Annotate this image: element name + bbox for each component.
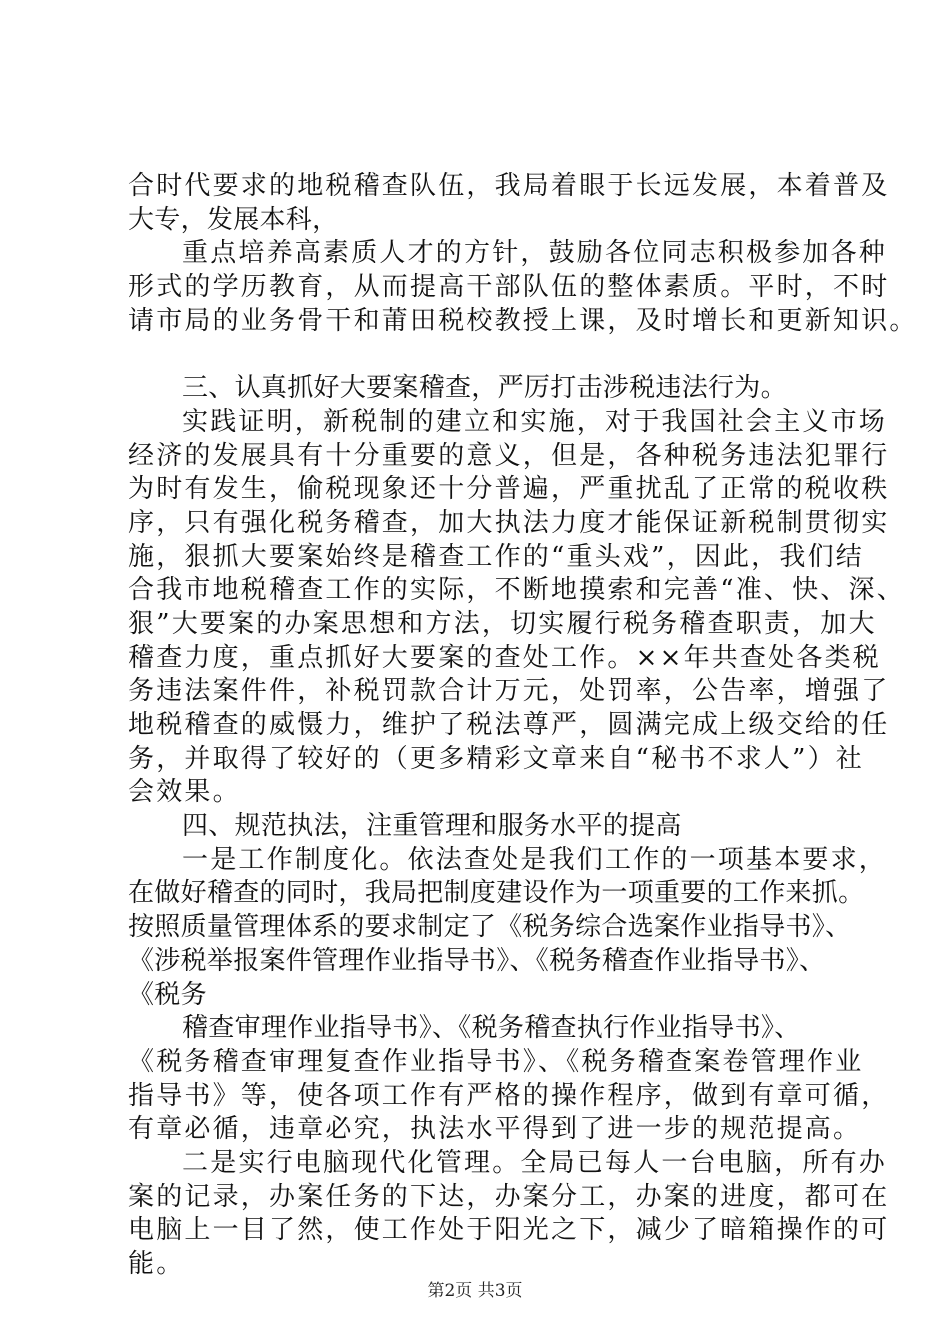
text-line: 按照质量管理体系的要求制定了《税务综合选案作业指导书》、 bbox=[128, 912, 852, 943]
text-line: 在做好稽查的同时，我局把制度建设作为一项重要的工作来抓。 bbox=[128, 878, 865, 909]
text-line: 务，并取得了较好的（更多精彩文章来自“秘书不求人”）社 bbox=[128, 743, 864, 774]
text-line: 案的记录，办案任务的下达，办案分工，办案的进度，都可在 bbox=[128, 1181, 890, 1212]
blank-line bbox=[128, 338, 840, 372]
text-line: 有章必循，违章必究，执法水平得到了进一步的规范提高。 bbox=[128, 1114, 862, 1145]
text-line: 一是工作制度化。依法查处是我们工作的一项基本要求， bbox=[182, 844, 888, 875]
text-line: 合我市地税稽查工作的实际，不断地摸索和完善“准、快、深、 bbox=[128, 575, 905, 606]
text-line: 实践证明，新税制的建立和实施，对于我国社会主义市场 bbox=[182, 406, 888, 437]
text-line: 《税务稽查审理复查作业指导书》、《税务稽查案卷管理作业 bbox=[128, 1046, 864, 1077]
text-line: 会效果。 bbox=[128, 777, 241, 808]
text-line: 指导书》等，使各项工作有严格的操作程序，做到有章可循， bbox=[128, 1080, 890, 1111]
text-line: 形式的学历教育，从而提高干部队伍的整体素质。平时，不时 bbox=[128, 272, 890, 303]
text-line: 大专，发展本科， bbox=[128, 204, 339, 235]
text-line: 序，只有强化税务稽查，加大执法力度才能保证新税制贯彻实 bbox=[128, 507, 890, 538]
text-line: 合时代要求的地税稽查队伍，我局着眼于长远发展，本着普及 bbox=[128, 171, 890, 201]
text-line: 能。 bbox=[128, 1249, 185, 1279]
document-body bbox=[128, 170, 918, 1282]
page-footer: 第2页 共3页 bbox=[427, 1281, 523, 1301]
text-line: 《税务 bbox=[128, 979, 207, 1010]
text-line: 二是实行电脑现代化管理。全局已每人一台电脑，所有办 bbox=[182, 1147, 888, 1178]
text-line: 经济的发展具有十分重要的意义，但是，各种税务违法犯罪行 bbox=[128, 440, 890, 471]
text-line: 重点培养高素质人才的方针，鼓励各位同志积极参加各种 bbox=[182, 238, 888, 269]
text-line: 《涉税举报案件管理作业指导书》、《税务稽查作业指导书》、 bbox=[128, 945, 826, 976]
text-line: 电脑上一目了然，使工作处于阳光之下，减少了暗箱操作的可 bbox=[128, 1215, 890, 1246]
text-line: 稽查审理作业指导书》、《税务稽查执行作业指导书》、 bbox=[182, 1013, 801, 1044]
text-line: 稽查力度，重点抓好大要案的查处工作。××年共查处各类税 bbox=[128, 642, 881, 673]
text-line: 请市局的业务骨干和莆田税校教授上课，及时增长和更新知识。 bbox=[128, 305, 918, 336]
text-line: 狠”大要案的办案思想和方法，切实履行税务稽查职责，加大 bbox=[128, 608, 877, 639]
text-line: 为时有发生，偷税现象还十分普遍，严重扰乱了正常的税收秩 bbox=[128, 474, 890, 505]
section-heading: 三、认真抓好大要案稽查，严厉打击涉税违法行为。 bbox=[182, 373, 787, 404]
section-heading: 四、规范执法，注重管理和服务水平的提高 bbox=[182, 811, 682, 842]
text-line: 地税稽查的威慑力，维护了税法尊严，圆满完成上级交给的任 bbox=[128, 710, 890, 740]
text-line: 务违法案件件，补税罚款合计万元，处罚率，公告率，增强了 bbox=[128, 676, 890, 707]
text-line: 施，狠抓大要案始终是稽查工作的“重头戏”，因此，我们结 bbox=[128, 541, 864, 572]
